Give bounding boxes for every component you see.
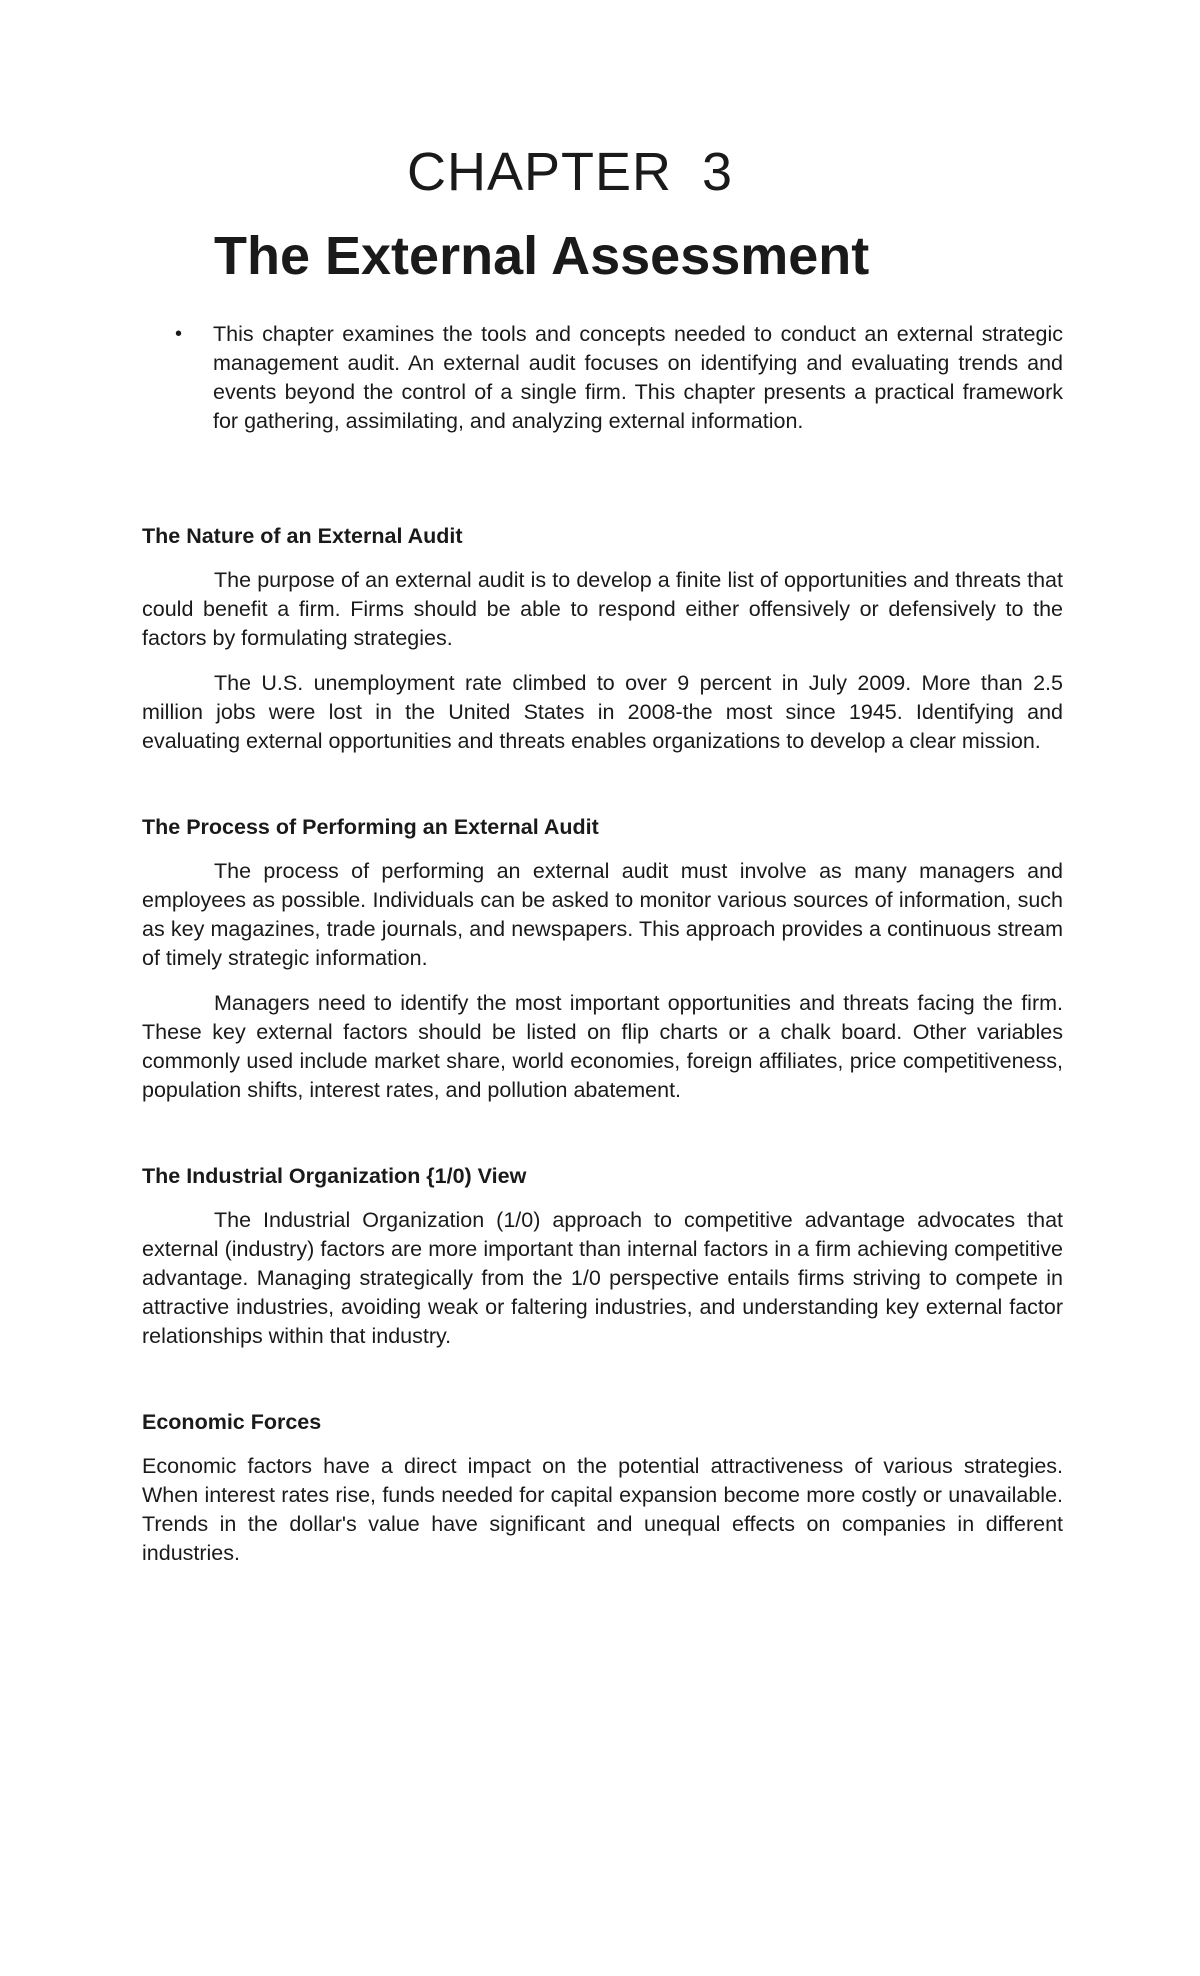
section-heading: Economic Forces [142,1410,322,1434]
section-economic-forces [142,1408,1063,1568]
chapter-title: The External Assessment [214,226,870,286]
paragraph: The Industrial Organization (1/0) approach to competitive advantage advocates that external (industry) factors are more important than internal factors in a firm achieving competitive advantage. Managing strategically from the 1/0 perspective entails firms striving to compete in attractive industries, avoiding weak or faltering industries, and understanding key external factor relationships within that industry. [142,1208,1063,1348]
paragraph: The U.S. unemployment rate climbed to over 9 percent in July 2009. More than 2.5 million jobs were lost in the United States in 2008-the most since 1945. Identifying and evaluating external opportunities and threats enables organizations to develop a clear mission. [142,671,1063,753]
section-heading: The Nature of an External Audit [142,524,463,548]
intro-bullet-item [175,320,1063,436]
section-industrial-organization-view [142,1162,1063,1351]
bullet-icon: • [175,323,183,345]
intro-text: This chapter examines the tools and concepts needed to conduct an external strategic management audit. An external audit focuses on identifying and evaluating trends and events beyond the control of a single firm. This chapter presents a practical framework for gathering, assimilating, and analyzing external information. [213,322,1063,433]
section-nature-of-external-audit [142,522,1063,756]
intro-list [175,320,1063,436]
document-body [142,522,1063,1584]
chapter-label: CHAPTER 3 [406,142,734,202]
paragraph: Economic factors have a direct impact on the potential attractiveness of various strategies. When interest rates rise, funds needed for capital expansion become more costly or unavailable. Trends in the dollar's value have significant and unequal effects on companies in different industries. [142,1454,1063,1565]
section-heading: The Industrial Organization {1/0) View [142,1164,527,1188]
paragraph: The purpose of an external audit is to develop a finite list of opportunities and threats that could benefit a firm. Firms should be able to respond either offensively or defensively to the factors by formulating strategies. [142,568,1063,650]
paragraph: Managers need to identify the most important opportunities and threats facing the firm. These key external factors should be listed on flip charts or a chalk board. Other variables commonly used include market share, world economies, foreign affiliates, price competitiveness, population shifts, interest rates, and pollution abatement. [142,991,1063,1102]
section-heading: The Process of Performing an External Audit [142,815,599,839]
section-process-of-external-audit [142,813,1063,1105]
paragraph: The process of performing an external audit must involve as many managers and employees as possible. Individuals can be asked to monitor various sources of information, such as key magazines, trade journals, and newspapers. This approach provides a continuous stream of timely strategic information. [142,859,1063,970]
